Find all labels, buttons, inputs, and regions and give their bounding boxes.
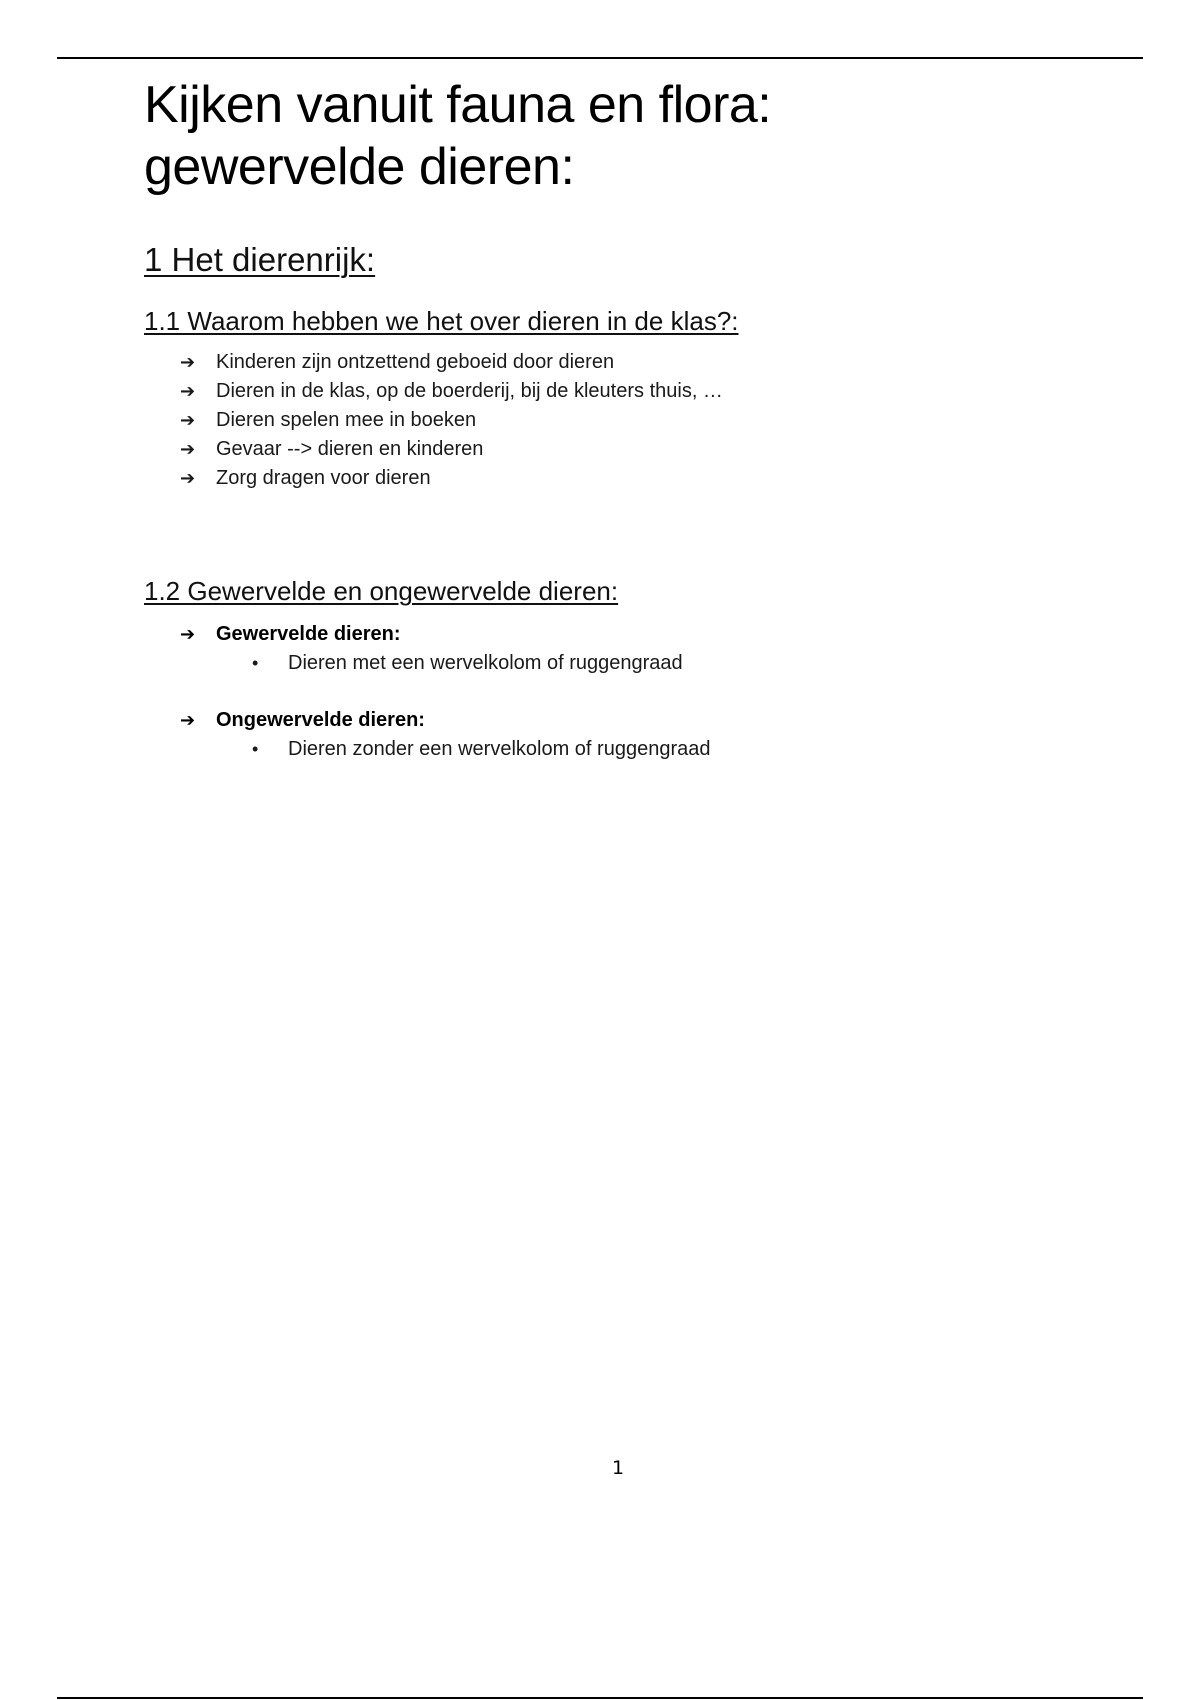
definition-term-text: Gewervelde dieren: xyxy=(216,623,401,645)
header-rule xyxy=(57,57,1143,59)
arrow-right-icon: ➔ xyxy=(180,410,196,431)
arrow-right-icon: ➔ xyxy=(180,352,196,373)
list-item xyxy=(180,464,1104,493)
definition-group-vertebrates xyxy=(144,620,1104,678)
list-item xyxy=(180,435,1104,464)
list-item-text: Kinderen zijn ontzettend geboeid door dieren xyxy=(216,351,615,373)
definition-term xyxy=(180,706,1104,735)
list-item-text: Gevaar --> dieren en kinderen xyxy=(216,438,484,460)
arrow-right-icon: ➔ xyxy=(180,468,196,489)
document-body xyxy=(144,74,1104,764)
list-item xyxy=(180,348,1104,377)
reasons-list xyxy=(144,348,1104,493)
definition-detail xyxy=(180,735,1104,764)
definition-group-invertebrates xyxy=(144,706,1104,764)
footer-rule xyxy=(57,1697,1143,1699)
list-item xyxy=(180,406,1104,435)
arrow-right-icon: ➔ xyxy=(180,439,196,460)
subsection-heading-1-1: 1.1 Waarom hebben we het over dieren in de klas?: xyxy=(144,306,739,336)
document-title-line-1: Kijken vanuit fauna en flora: xyxy=(144,76,772,134)
definition-term xyxy=(180,620,1104,649)
definition-detail-text: Dieren met een wervelkolom of ruggengraad xyxy=(288,652,683,674)
arrow-right-icon: ➔ xyxy=(180,381,196,402)
bullet-icon: • xyxy=(252,653,259,673)
arrow-right-icon: ➔ xyxy=(180,624,196,645)
bullet-icon: • xyxy=(252,739,259,759)
document-title-line-2: gewervelde dieren: xyxy=(144,138,575,196)
list-item xyxy=(180,377,1104,406)
list-item-text: Dieren in de klas, op de boerderij, bij de kleuters thuis, … xyxy=(216,380,723,402)
subsection-heading-1-2: 1.2 Gewervelde en ongewervelde dieren: xyxy=(144,576,619,606)
definition-detail xyxy=(180,649,1104,678)
list-item-text: Zorg dragen voor dieren xyxy=(216,467,431,489)
definition-detail-text: Dieren zonder een wervelkolom of ruggengraad xyxy=(288,738,711,760)
section-heading-1: 1 Het dierenrijk: xyxy=(144,241,376,278)
definition-term-text: Ongewervelde dieren: xyxy=(216,709,425,731)
arrow-right-icon: ➔ xyxy=(180,710,196,731)
page-number: 1 xyxy=(611,1457,625,1479)
list-item-text: Dieren spelen mee in boeken xyxy=(216,409,477,431)
document-title xyxy=(144,74,1104,198)
